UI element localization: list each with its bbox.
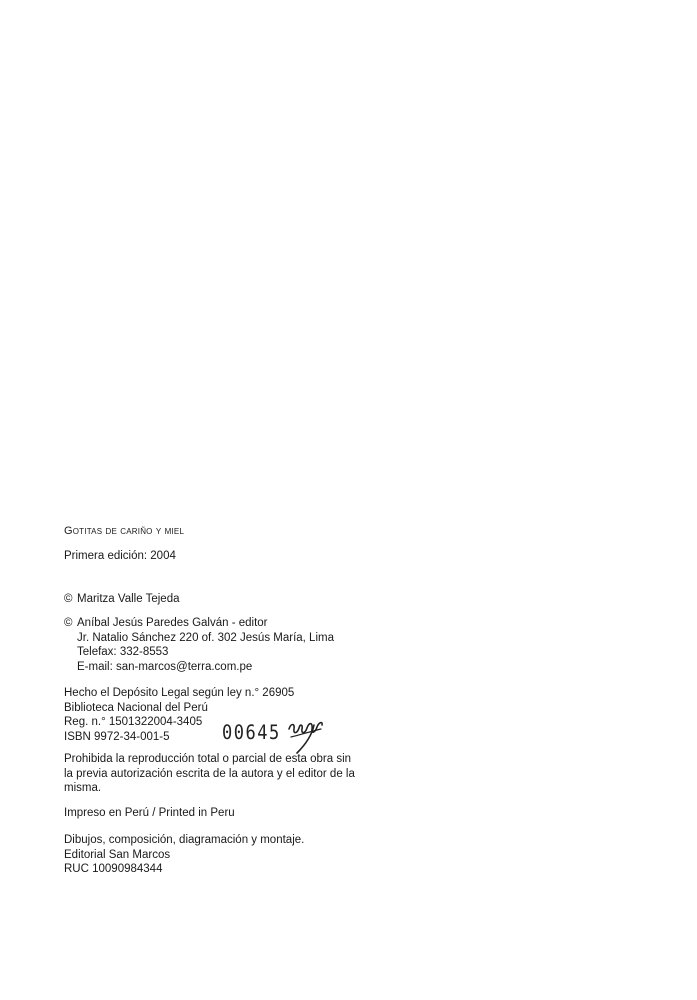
edition-block [64, 549, 364, 564]
author-copyright-block [64, 592, 364, 607]
editor-copyright-row [64, 616, 364, 631]
editor-email: E-mail: san-marcos@terra.com.pe [77, 660, 253, 673]
ruc-line: RUC 10090984344 [64, 863, 163, 875]
inventory-stamp [222, 715, 332, 755]
national-library-line: Biblioteca Nacional del Perú [64, 701, 208, 714]
editor-address: Jr. Natalio Sánchez 220 of. 302 Jesús María, Lima [77, 631, 334, 644]
author-name: Maritza Valle Tejeda [77, 593, 180, 605]
edition-line: Primera edición: 2004 [64, 550, 176, 562]
copyright-symbol: © [64, 617, 73, 629]
publisher-line: Editorial San Marcos [64, 848, 171, 861]
inventory-number: 00645 [222, 721, 281, 745]
rights-line-2: la previa autorización escrita de la autora y el editor de la [64, 767, 355, 780]
copyright-symbol: © [64, 593, 73, 605]
handwritten-mark-icon [285, 715, 333, 755]
book-title-block [64, 524, 364, 539]
printing-block [64, 806, 364, 821]
registration-line: Reg. n.° 1501322004-3405 [64, 716, 203, 728]
editor-phone: Telefax: 332-8553 [77, 646, 169, 658]
isbn-line: ISBN 9972-34-001-5 [64, 730, 170, 743]
rights-line-3: misma. [64, 782, 102, 794]
rights-block [64, 752, 364, 796]
editor-copyright-block [64, 616, 364, 674]
rights-line-1: Prohibida la reproducción total o parcial de esta obra sin [64, 753, 352, 765]
printed-in-line: Impreso en Perú / Printed in Peru [64, 807, 235, 819]
production-block [64, 833, 364, 877]
author-copyright-row [64, 592, 364, 607]
editor-name: Aníbal Jesús Paredes Galván - editor [77, 617, 268, 629]
book-title: Gotitas de cariño y miel [64, 525, 185, 537]
production-credits-line: Dibujos, composición, diagramación y montaje. [64, 834, 305, 846]
legal-deposit-line: Hecho el Depósito Legal según ley n.° 26905 [64, 687, 295, 699]
